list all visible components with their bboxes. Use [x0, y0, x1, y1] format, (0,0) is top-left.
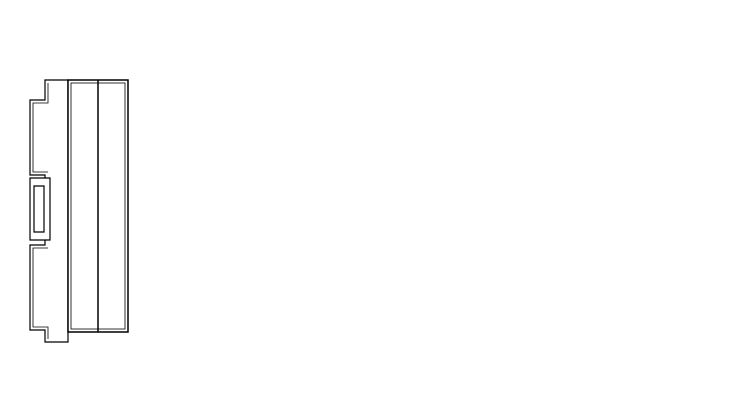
connector-lock-tab — [30, 178, 50, 240]
connector-diagram — [0, 0, 140, 411]
